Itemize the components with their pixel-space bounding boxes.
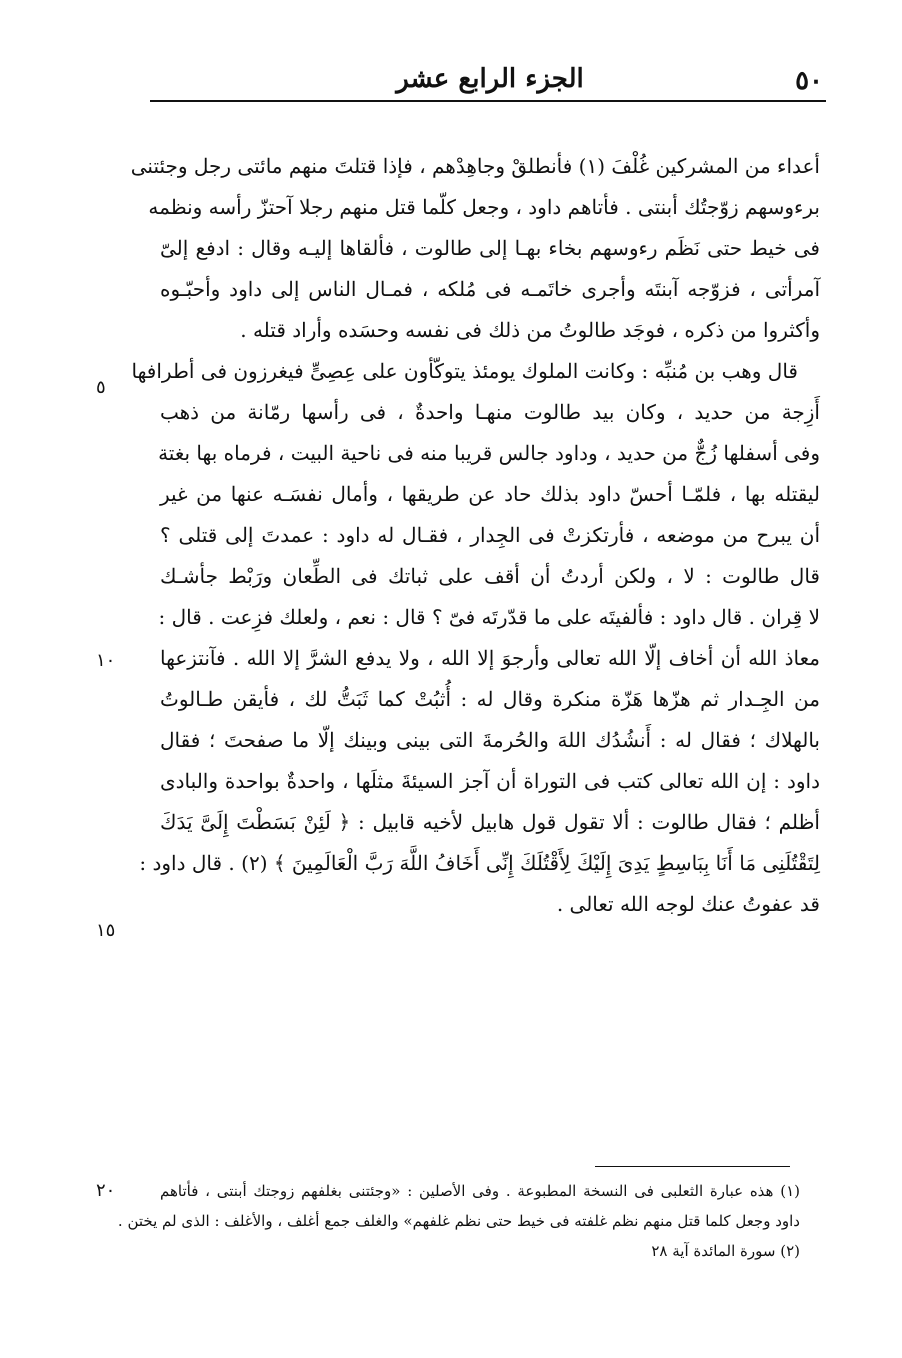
text-line: قال وهب بن مُنبِّه : وكانت الملوك يومئذ يتوكّأون على عِصِىٍّ فيغرزون فى أطرافها [131,359,798,383]
text-line: من الجِـدار ثم هزّها هَزّة منكرة وقال له : أُثبُتْ كما ثَبَتُّ لك ، فأيقن طـالوتُ [160,687,820,711]
text-line: ليقتله بها ، فلمّـا أحسّ داود بذلك حاد عن طريقها ، وأمال نفسَـه عنها من غير [160,482,820,506]
page-header [155,58,825,102]
text-line: داود : إن الله تعالى كتب فى التوراة أن آجز السيئةَ مثلَها ، واحدةٌ بواحدة والبادى [160,769,820,793]
main-text [130,146,820,925]
page-number: ٥٠ [795,66,823,96]
text-line: قد عفوتُ عنك لوجه الله تعالى . [556,892,820,916]
text-line: معاذ الله أن أخاف إلّا الله تعالى وأرجوَ إلا الله ، ولا يدفع الشرَّ إلا الله . فآنتزعها [160,646,820,670]
footnote-line: (٢) سورة المائدة آية ٢٨ [651,1242,800,1260]
text-line: أن يبرح من موضعه ، فأرتكزتْ فى الجِدار ، فقـال له داود : عمدتَ إلى قتلى ؟ [160,523,820,547]
margin-line-number: ٢٠ [96,1180,116,1201]
footnotes [117,1176,800,1266]
text-line: أعداء من المشركين غُلْفَ (١) فأنطلقْ وجاهِدْهم ، فإذا قتلتَ منهم مائتى رجل وجئتنى [130,154,820,178]
running-title: الجزء الرابع عشر [396,64,584,94]
text-line: وفى أسفلها زُجٌّ من حديد ، وداود جالس قريبا منه فى ناحية البيت ، فرماه بها بغتة [158,441,820,465]
text-line: قال طالوت : لا ، ولكن أردتُ أن أقف على ثباتك فى الطِّعان ورَبْط جأشـك [160,564,820,588]
footnote-line: (١) هذه عبارة الثعلبى فى النسخة المطبوعة . وفى الأصلين : «وجئتنى بغلفهم زوجتك أبنتى ، فأتاهم [160,1182,800,1200]
text-line: لا قِران . قال داود : فألفيتَه على ما قدّرتَه فىّ ؟ قال : نعم ، ولعلك فزِعت . قال : [158,605,820,629]
text-line: لِتَقْتُلَنِى مَا أَنَا بِبَاسِطٍ يَدِىَ إِلَيْكَ لِأَقْتُلَكَ إِنِّى أَخَافُ اللَّهَ رَبَّ الْعَالَمِينَ ﴾ (٢) . قال داود : [139,851,820,875]
header-rule [150,100,826,102]
margin-line-number: ٥ [96,377,106,398]
text-line: بالهلاك ؛ فقال له : أَنشُدُك اللهَ والحُرمةَ التى بينى وبينك إلّا ما صفحتَ ؛ فقال [160,728,820,752]
text-line: آمرأتى ، فزوّجه آبنتَه وأجرى خاتَمـه فى مُلكه ، فمـال الناس إلى داود وأحبّـوه [160,277,820,301]
footnote-line: داود وجعل كلما قتل منهم نظم غلفته فى خيط حتى نظم غلفهم» والغلف جمع أغلف ، والأغلف : الذى لم يختن . [117,1212,800,1230]
text-line: فى خيط حتى نَظَم رءوسهم بخاء بهـا إلى طالوت ، فألقاها إليـه وقال : ادفع إلىّ [160,236,820,260]
text-line: برءوسهم زوّجتُك أبنتى . فأتاهم داود ، وجعل كلّما قتل منهم رجلا آحتزّ رأسه ونظمه [148,195,820,219]
margin-line-number: ١٥ [96,920,116,941]
text-line: أَزِجة من حديد ، وكان بيد طالوت منهـا واحدةٌ ، فى رأسها رمّانة من ذهب [160,400,820,424]
text-line: وأكثروا من ذكره ، فوجَد طالوتُ من ذلك فى نفسه وحسَده وأراد قتله . [240,318,820,342]
margin-line-number: ١٠ [96,650,116,671]
text-line: أظلم ؛ فقال طالوت : ألا تقول قول هابيل لأخيه قابيل : ﴿ لَئِنْ بَسَطْتَ إِلَىَّ يَدَكَ [160,810,820,834]
footnote-rule [595,1166,790,1167]
